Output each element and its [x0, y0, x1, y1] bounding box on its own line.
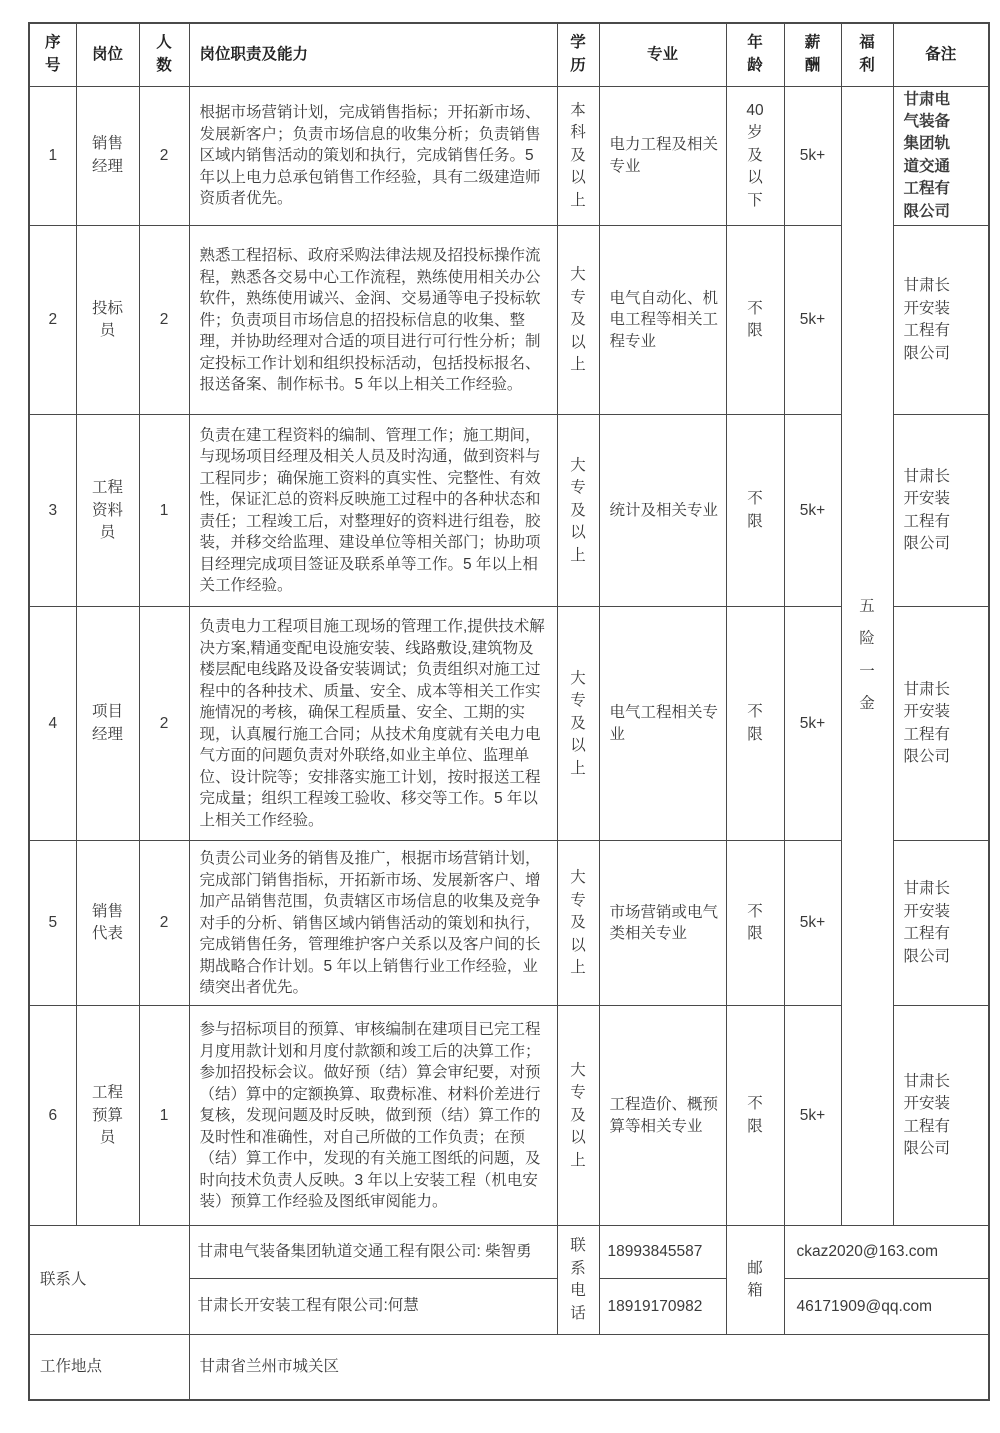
age-cell [726, 415, 784, 607]
email-cell: ckaz2020@163.com [784, 1226, 989, 1279]
position-cell [76, 1006, 139, 1226]
major-cell: 电力工程及相关专业 [599, 86, 726, 226]
position-text: 项目经理 [91, 703, 123, 743]
salary-cell: 5k+ [784, 841, 841, 1006]
header-seq [29, 23, 76, 86]
note-text: 甘肃电气装备集团轨道交通工程有限公司 [903, 90, 951, 220]
seq-cell: 6 [29, 1006, 76, 1226]
contact-company-cell: 甘肃长开安装工程有限公司:何慧 [189, 1279, 557, 1335]
education-text: 大专及以上 [570, 669, 586, 777]
header-age-label: 年龄 [747, 34, 763, 74]
header-count [139, 23, 189, 86]
note-text: 甘肃长开安装工程有限公司 [903, 1072, 951, 1158]
age-text: 不限 [747, 703, 763, 743]
education-text: 大专及以上 [570, 1061, 586, 1169]
salary-cell: 5k+ [784, 415, 841, 607]
salary-cell: 5k+ [784, 226, 841, 415]
note-text: 甘肃长开安装工程有限公司 [903, 467, 951, 553]
location-row [29, 1335, 989, 1400]
education-cell [557, 607, 599, 841]
education-cell [557, 226, 599, 415]
seq-cell: 4 [29, 607, 76, 841]
count-cell: 1 [139, 1006, 189, 1226]
age-text: 40岁及以下 [746, 101, 764, 209]
major-cell: 市场营销或电气类相关专业 [599, 841, 726, 1006]
age-cell [726, 607, 784, 841]
duty-cell: 根据市场营销计划，完成销售指标；开拓新市场、发展新客户；负责市场信息的收集分析；负责销售区域内销售活动的策划和执行，完成销售任务。5 年以上电力总承包销售工作经验，具有二级建造师资质者优先。 [189, 86, 557, 226]
header-major [599, 23, 726, 86]
welfare-cell [841, 86, 893, 1226]
recruitment-table [28, 22, 990, 1401]
education-cell [557, 841, 599, 1006]
salary-cell: 5k+ [784, 86, 841, 226]
count-cell: 2 [139, 226, 189, 415]
email-cell: 46171909@qq.com [784, 1279, 989, 1335]
header-count-label: 人数 [156, 34, 172, 74]
note-cell [893, 607, 989, 841]
contact-label-cell: 联系人 [29, 1226, 189, 1335]
position-cell [76, 415, 139, 607]
header-position-label: 岗位 [91, 45, 123, 63]
education-cell [557, 86, 599, 226]
position-text: 工程预算员 [91, 1084, 123, 1147]
header-welfare-label: 福利 [859, 34, 875, 74]
email-label-cell [726, 1226, 784, 1335]
seq-cell: 1 [29, 86, 76, 226]
seq-cell: 3 [29, 415, 76, 607]
job-row [29, 86, 989, 226]
phone-cell: 18993845587 [599, 1226, 726, 1279]
seq-cell: 2 [29, 226, 76, 415]
seq-cell: 5 [29, 841, 76, 1006]
phone-label-cell [557, 1226, 599, 1335]
age-cell [726, 86, 784, 226]
header-welfare [841, 23, 893, 86]
salary-cell: 5k+ [784, 1006, 841, 1226]
duty-cell: 负责在建工程资料的编制、管理工作；施工期间，与现场项目经理及相关人员及时沟通，做到资料与工程同步；确保施工资料的真实性、完整性、有效性，保证汇总的资料反映施工过程中的各种状态和责任；工程竣工后，对整理好的资料进行组卷，胶装，并移交给监理、建设单位等相关部门；协助项目经理完成项目签证及联系单等工作。5 年以上相关工作经验。 [189, 415, 557, 607]
education-text: 本科及以上 [570, 101, 586, 209]
salary-cell: 5k+ [784, 607, 841, 841]
count-cell: 2 [139, 607, 189, 841]
note-text: 甘肃长开安装工程有限公司 [903, 880, 951, 965]
phone-cell: 18919170982 [599, 1279, 726, 1335]
position-cell [76, 607, 139, 841]
contact-company-cell: 甘肃电气装备集团轨道交通工程有限公司: 柴智勇 [189, 1226, 557, 1279]
location-value-cell: 甘肃省兰州市城关区 [189, 1335, 989, 1400]
position-cell [76, 86, 139, 226]
note-cell [893, 226, 989, 415]
position-text: 投标员 [91, 299, 123, 340]
major-cell: 工程造价、概预算等相关专业 [599, 1006, 726, 1226]
education-text: 大专及以上 [570, 869, 586, 977]
age-text: 不限 [747, 1095, 763, 1135]
header-row [29, 23, 989, 86]
education-cell [557, 1006, 599, 1226]
note-cell [893, 841, 989, 1006]
education-cell [557, 415, 599, 607]
age-cell [726, 226, 784, 415]
duty-cell: 熟悉工程招标、政府采购法律法规及招投标操作流程，熟悉各交易中心工作流程，熟练使用相关办公软件，熟练使用诚兴、金润、交易通等电子投标软件；负责项目市场信息的招投标信息的收集、整理，并协助经理对合适的项目进行可行性分析；制定投标工作计划和组织投标活动，包括投标报名、报送备案、制作标书。5 年以上相关工作经验。 [189, 226, 557, 415]
note-text: 甘肃长开安装工程有限公司 [903, 680, 951, 766]
email-label-text: 邮箱 [747, 1259, 763, 1300]
major-cell: 电气自动化、机电工程等相关工程专业 [599, 226, 726, 415]
duty-cell: 参与招标项目的预算、审核编制在建项目已完工程月度用款计划和月度付款额和竣工后的决算工作；参加招投标会议。做好预（结）算会审纪要，对预（结）算中的定额换算、取费标准、材料价差进行复核，发现问题及时反映，做到预（结）算工作的及时性和准确性，对自己所做的工作负责；在预（结）算工作中，发现的有关施工图纸的问题，及时向技术负责人反映。3 年以上安装工程（机电安装）预算工作经验及图纸审阅能力。 [189, 1006, 557, 1226]
header-age [726, 23, 784, 86]
duty-cell: 负责电力工程项目施工现场的管理工作,提供技术解决方案,精通变配电设施安装、线路敷设,建筑物及楼层配电线路及设备安装调试；负责组织对施工过程中的各种技术、质量、安全、成本等相关工作实施情况的考核，确保工程质量、安全、工期的实现，认真履行施工合同；从技术角度就有关电力电气方面的问题负责对外联络,如业主单位、监理单位、设计院等；安排落实施工计划，按时报送工程完成量；组织工程竣工验收、移交等工作。5 年以上相关工作经验。 [189, 607, 557, 841]
contact-row [29, 1226, 989, 1279]
education-text: 大专及以上 [570, 266, 586, 374]
age-text: 不限 [747, 490, 763, 530]
age-cell [726, 1006, 784, 1226]
age-text: 不限 [747, 299, 763, 340]
position-text: 工程资料员 [91, 479, 123, 542]
header-note-label: 备注 [925, 45, 957, 63]
header-education-label: 学历 [570, 34, 586, 74]
header-major-label: 专业 [646, 45, 678, 63]
header-salary [784, 23, 841, 86]
location-label-cell: 工作地点 [29, 1335, 189, 1400]
note-text: 甘肃长开安装工程有限公司 [903, 277, 951, 362]
position-text: 销售代表 [91, 902, 123, 943]
age-cell [726, 841, 784, 1006]
duty-cell: 负责公司业务的销售及推广，根据市场营销计划，完成部门销售指标，开拓新市场、发展新客户、增加产品销售范围，负责辖区市场信息的收集及竞争对手的分析、销售区域内销售活动的策划和执行，完成销售任务，管理维护客户关系以及客户间的长期战略合作计划。5 年以上销售行业工作经验，业绩突出者优先。 [189, 841, 557, 1006]
position-text: 销售经理 [91, 135, 123, 175]
count-cell: 2 [139, 841, 189, 1006]
welfare-text: 五险一金 [859, 597, 875, 713]
header-duty-label: 岗位职责及能力 [199, 45, 309, 63]
header-note [893, 23, 989, 86]
header-education [557, 23, 599, 86]
header-position [76, 23, 139, 86]
major-cell: 电气工程相关专业 [599, 607, 726, 841]
education-text: 大专及以上 [570, 456, 586, 564]
note-cell [893, 415, 989, 607]
header-seq-label: 序号 [44, 34, 61, 74]
header-salary-label: 薪酬 [804, 34, 821, 74]
major-cell: 统计及相关专业 [599, 415, 726, 607]
count-cell: 2 [139, 86, 189, 226]
count-cell: 1 [139, 415, 189, 607]
header-duty [189, 23, 557, 86]
phone-label-text: 联系电话 [570, 1237, 586, 1322]
age-text: 不限 [747, 902, 763, 943]
note-cell [893, 86, 989, 226]
note-cell [893, 1006, 989, 1226]
position-cell [76, 841, 139, 1006]
position-cell [76, 226, 139, 415]
